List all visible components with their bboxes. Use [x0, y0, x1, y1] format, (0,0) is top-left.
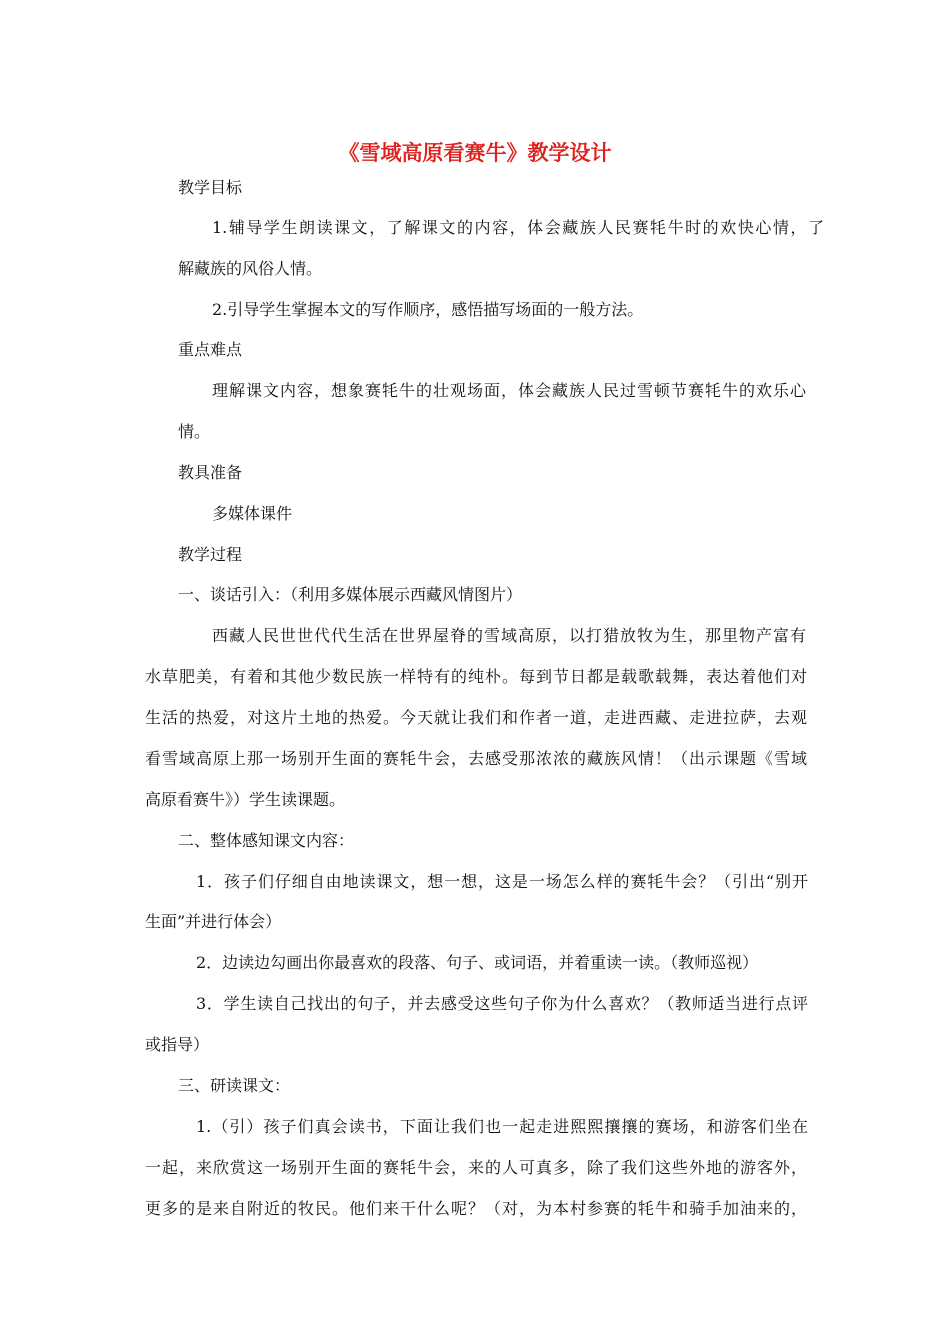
list-item-line: 或指导） — [145, 1035, 210, 1054]
paragraph-line: 高原看赛牛》）学生读课题。 — [145, 790, 346, 809]
paragraph-line: 1.辅导学生朗读课文，了解课文的内容，体会藏族人民赛牦牛时的欢快心情，了 — [212, 218, 824, 237]
subsection-heading: 一、谈话引入：（利用多媒体展示西藏风情图片） — [178, 585, 523, 604]
list-item-line: 1．孩子们仔细自由地读课文，想一想，这是一场怎么样的赛牦牛会？（引出“别开 — [196, 872, 808, 891]
document-title: 《雪域高原看赛牛》教学设计 — [338, 140, 612, 165]
paragraph-line: 更多的是来自附近的牧民。他们来干什么呢？（对，为本村参赛的牦牛和骑手加油来的， — [145, 1199, 807, 1218]
paragraph-line: 看雪域高原上那一场别开生面的赛牦牛会，去感受那浓浓的藏族风情！（出示课题《雪域 — [145, 749, 807, 768]
paragraph-line: 水草肥美，有着和其他少数民族一样特有的纯朴。每到节日都是载歌载舞，表达着他们对 — [145, 667, 807, 686]
paragraph-line: 理解课文内容，想象赛牦牛的壮观场面，体会藏族人民过雪顿节赛牦牛的欢乐心 — [212, 381, 806, 400]
list-item-line: 3．学生读自己找出的句子，并去感受这些句子你为什么喜欢？（教师适当进行点评 — [196, 994, 808, 1013]
paragraph-line: 一起，来欣赏这一场别开生面的赛牦牛会，来的人可真多，除了我们这些外地的游客外， — [145, 1158, 807, 1177]
section-heading-key-points: 重点难点 — [178, 340, 243, 359]
list-item-line: 2．边读边勾画出你最喜欢的段落、句子、或词语，并着重读一读。（教师巡视） — [196, 953, 759, 972]
paragraph-line: 西藏人民世世代代生活在世界屋脊的雪域高原，以打猎放牧为生，那里物产富有 — [212, 626, 806, 645]
section-heading-process: 教学过程 — [178, 545, 243, 564]
subsection-heading: 三、研读课文： — [178, 1076, 291, 1095]
paragraph-line: 解藏族的风俗人情。 — [178, 259, 323, 278]
paragraph-line: 2.引导学生掌握本文的写作顺序，感悟描写场面的一般方法。 — [212, 300, 644, 319]
section-heading-goals: 教学目标 — [178, 178, 243, 197]
subsection-heading: 二、整体感知课文内容： — [178, 831, 355, 850]
paragraph-line: 多媒体课件 — [212, 504, 293, 523]
paragraph-line: 1.（引）孩子们真会读书，下面让我们也一起走进熙熙攘攘的赛场，和游客们坐在 — [196, 1117, 808, 1136]
section-heading-materials: 教具准备 — [178, 463, 243, 482]
paragraph-line: 生活的热爱，对这片土地的热爱。今天就让我们和作者一道，走进西藏、走进拉萨，去观 — [145, 708, 807, 727]
list-item-line: 生面”并进行体会） — [145, 912, 282, 931]
paragraph-line: 情。 — [178, 422, 211, 441]
